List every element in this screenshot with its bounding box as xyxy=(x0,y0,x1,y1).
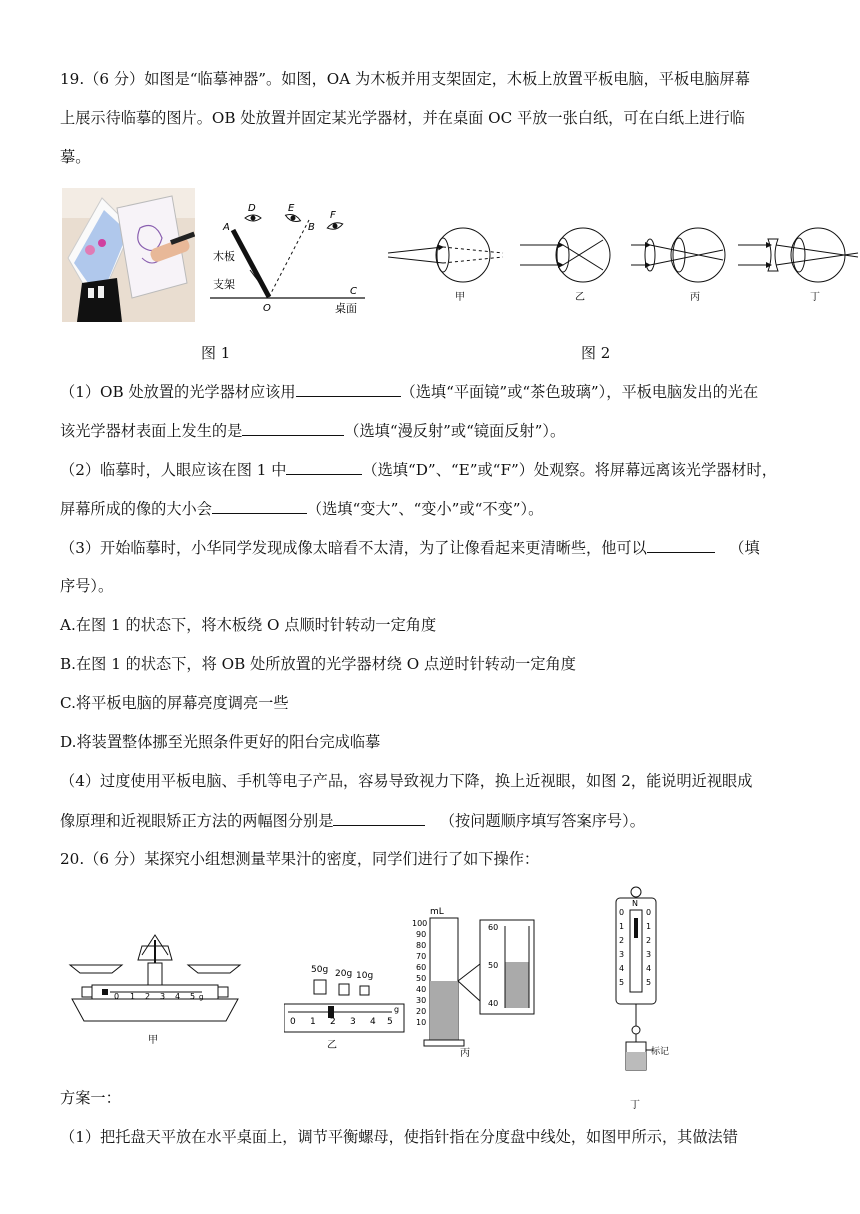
svg-text:5: 5 xyxy=(646,978,652,987)
svg-text:60: 60 xyxy=(488,923,499,932)
answer-blank-5[interactable] xyxy=(647,536,715,553)
svg-text:0: 0 xyxy=(646,908,652,917)
svg-text:100: 100 xyxy=(412,919,428,928)
q19-option-D: D.将装置整体挪至光照条件更好的阳台完成临摹 xyxy=(60,733,381,751)
label-board: 木板 xyxy=(213,250,235,263)
fig2-label-jia: 甲 xyxy=(455,292,465,303)
svg-text:g: g xyxy=(199,993,204,1001)
label-B: B xyxy=(308,222,315,233)
q19-option-C: C.将平板电脑的屏幕亮度调亮一些 xyxy=(60,694,289,712)
svg-text:4: 4 xyxy=(646,964,652,973)
svg-text:10: 10 xyxy=(416,1018,427,1027)
svg-text:0: 0 xyxy=(114,992,120,1001)
weight-50g-label: 50g xyxy=(311,965,329,975)
q19-s1-line2: 该光学器材表面上发生的是 （选填“漫反射”或“镜面反射”）。 xyxy=(60,419,565,442)
svg-text:g: g xyxy=(394,1005,400,1014)
svg-text:0: 0 xyxy=(290,1017,296,1027)
q19-paragraph-line1: 19.（6 分）如图是“临摹神器”。如图，OA 为木板并用支架固定，木板上放置平板电脑，平板电脑屏幕 xyxy=(60,70,750,88)
svg-text:80: 80 xyxy=(416,941,427,950)
fig2-label-yi: 乙 xyxy=(575,292,585,303)
q20-paragraph-line1: 20.（6 分）某探究小组想测量苹果汁的密度，同学们进行了如下操作： xyxy=(60,850,540,868)
fig20-label-yi: 乙 xyxy=(327,1040,337,1051)
figure2-caption: 图 2 xyxy=(581,344,611,362)
label-O: O xyxy=(263,303,271,314)
svg-text:40: 40 xyxy=(488,999,499,1008)
svg-text:90: 90 xyxy=(416,930,427,939)
svg-text:4: 4 xyxy=(619,964,625,973)
svg-text:3: 3 xyxy=(160,992,166,1001)
svg-text:2: 2 xyxy=(619,936,625,945)
svg-text:40: 40 xyxy=(416,985,427,994)
answer-blank-3[interactable] xyxy=(286,458,362,475)
svg-text:3: 3 xyxy=(619,950,625,959)
svg-text:20: 20 xyxy=(416,1007,427,1016)
q19-s4-line1: （4）过度使用平板电脑、手机等电子产品，容易导致视力下降，换上近视眼，如图 2，能说明近视眼成 xyxy=(60,772,753,790)
answer-blank-1[interactable] xyxy=(296,380,401,397)
mark-label: 标记 xyxy=(651,1047,670,1057)
eye-diagram-ding xyxy=(738,228,858,303)
answer-blank-6[interactable] xyxy=(333,809,425,826)
answer-blank-2[interactable] xyxy=(242,419,344,436)
label-C: C xyxy=(350,286,357,297)
eye-diagram-jia xyxy=(388,228,503,303)
fig20-label-ding: 丁 xyxy=(630,1100,640,1111)
figure2-eye-diagrams xyxy=(388,215,860,310)
answer-blank-4[interactable] xyxy=(212,497,307,514)
balance-diagram xyxy=(62,915,248,1045)
q19-s3-line1: （3）开始临摹时，小华同学发现成像太暗看不太清，为了让像看起来更清晰些，他可以 （填 xyxy=(60,536,760,559)
q19-s4-line2: 像原理和近视眼矫正方法的两幅图分别是 （按问题顺序填写答案序号）。 xyxy=(60,809,645,832)
label-stand: 支架 xyxy=(213,278,235,291)
eye-diagram-bing xyxy=(631,228,725,303)
weight-20g-label: 20g xyxy=(335,969,353,979)
q19-s1-line1: （1）OB 处放置的光学器材应该用 （选填“平面镜”或“茶色玻璃”），平板电脑发出的光在 xyxy=(60,380,758,403)
svg-text:50: 50 xyxy=(488,961,499,970)
fig2-label-ding: 丁 xyxy=(810,292,820,303)
svg-text:3: 3 xyxy=(350,1017,356,1027)
weight-10g-label: 10g xyxy=(356,971,374,981)
q19-paragraph-line2: 上展示待临摹的图片。OB 处放置并固定某光学器材，并在桌面 OC 平放一张白纸，可在白纸上进行临 xyxy=(60,109,745,127)
svg-text:60: 60 xyxy=(416,963,427,972)
svg-text:2: 2 xyxy=(145,992,151,1001)
svg-text:2: 2 xyxy=(330,1017,336,1027)
q19-s3-line2: 序号）。 xyxy=(60,577,114,595)
svg-text:5: 5 xyxy=(619,978,625,987)
weights-ruler-diagram xyxy=(284,960,406,1052)
spring-scale-diagram xyxy=(606,884,676,1112)
fig20-label-bing: 丙 xyxy=(460,1048,470,1059)
eye-D-icon xyxy=(245,215,261,221)
q19-option-A: A.在图 1 的状态下，将木板绕 O 点顺时针转动一定角度 xyxy=(60,616,437,634)
label-D: D xyxy=(248,203,256,214)
q19-s2-line2: 屏幕所成的像的大小会 （选填“变大”、“变小”或“不变”）。 xyxy=(60,497,543,520)
label-F: F xyxy=(330,210,336,221)
label-E: E xyxy=(288,203,295,214)
svg-text:4: 4 xyxy=(370,1017,376,1027)
svg-text:5: 5 xyxy=(190,992,196,1001)
svg-text:0: 0 xyxy=(619,908,625,917)
svg-text:50: 50 xyxy=(416,974,427,983)
svg-text:5: 5 xyxy=(387,1017,393,1027)
svg-text:30: 30 xyxy=(416,996,427,1005)
fig20-label-jia: 甲 xyxy=(148,1035,158,1045)
eye-E-icon xyxy=(284,212,301,223)
tablet-tracing-photo xyxy=(62,188,195,322)
eye-diagram-yi xyxy=(520,228,610,303)
fig2-label-bing: 丙 xyxy=(690,292,700,303)
svg-text:N: N xyxy=(632,899,638,908)
svg-text:70: 70 xyxy=(416,952,427,961)
figure1-caption: 图 1 xyxy=(201,344,231,362)
q20-s1-line1: （1）把托盘天平放在水平桌面上，调节平衡螺母，使指针指在分度盘中线处，如图甲所示，其做法错 xyxy=(60,1128,738,1146)
graduated-cylinder-diagram xyxy=(410,896,536,1060)
svg-text:1: 1 xyxy=(130,992,136,1001)
svg-text:1: 1 xyxy=(646,922,652,931)
q20-plan1-heading: 方案一： xyxy=(60,1089,121,1107)
svg-text:1: 1 xyxy=(619,922,625,931)
label-desk: 桌面 xyxy=(335,302,357,315)
q19-option-B: B.在图 1 的状态下，将 OB 处所放置的光学器材绕 O 点逆时针转动一定角度 xyxy=(60,655,576,673)
eye-F-icon xyxy=(326,221,343,231)
cylinder-unit: mL xyxy=(430,907,444,917)
q19-s2-line1: （2）临摹时，人眼应该在图 1 中 （选填“D”、“E”或“F”）处观察。将屏幕远离该光学器材时， xyxy=(60,458,777,481)
svg-text:3: 3 xyxy=(646,950,652,959)
label-A: A xyxy=(223,222,230,233)
svg-text:2: 2 xyxy=(646,936,652,945)
figure1-diagram xyxy=(205,190,365,320)
svg-text:4: 4 xyxy=(175,992,181,1001)
svg-text:1: 1 xyxy=(310,1017,316,1027)
q19-paragraph-line3: 摹。 xyxy=(60,148,91,166)
